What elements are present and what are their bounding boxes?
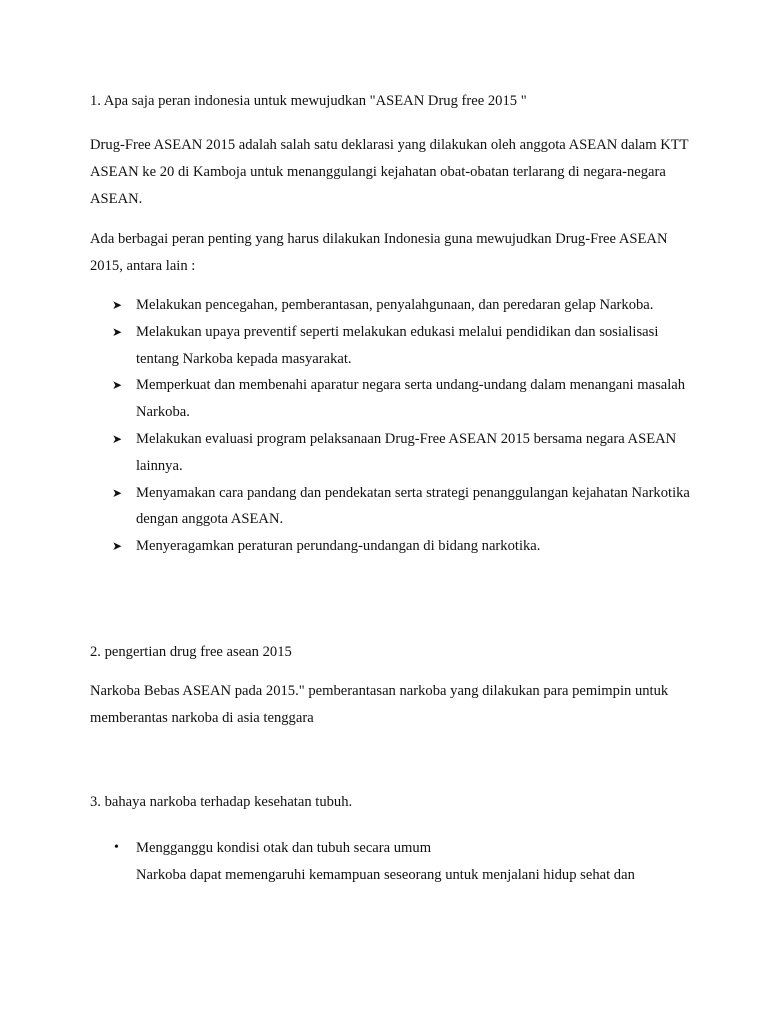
arrow-bullet-icon: ➤: [112, 485, 123, 500]
roles-list: [112, 292, 692, 560]
list-item: [112, 372, 692, 426]
paragraph-roles-intro: Ada berbagai peran penting yang harus dilakukan Indonesia guna mewujudkan Drug-Free ASEAN 2015, antara lain :: [90, 231, 668, 274]
arrow-bullet-icon: ➤: [112, 431, 123, 446]
list-item: [112, 480, 692, 534]
list-item-text: Melakukan pencegahan, pemberantasan, penyalahgunaan, dan peredaran gelap Narkoba.: [136, 297, 654, 313]
round-bullet-icon: •: [114, 840, 119, 855]
paragraph-definition: Drug-Free ASEAN 2015 adalah salah satu deklarasi yang dilakukan oleh anggota ASEAN dalam KTT ASEAN ke 20 di Kamboja untuk menanggulangi kejahatan obat-obatan terlarang di negara-negara ASEAN.: [90, 137, 689, 207]
list-item: [112, 292, 692, 319]
arrow-bullet-icon: ➤: [112, 324, 123, 339]
bullet-text: Narkoba dapat memengaruhi kemampuan seseorang untuk menjalani hidup sehat dan: [136, 866, 635, 883]
question-3: 3. bahaya narkoba terhadap kesehatan tubuh.: [90, 794, 353, 810]
list-item-text: Melakukan upaya preventif seperti melakukan edukasi melalui pendidikan dan sosialisasi tentang Narkoba kepada masyarakat.: [136, 323, 659, 367]
arrow-bullet-icon: ➤: [112, 378, 123, 393]
list-item-text: Memperkuat dan membenahi aparatur negara serta undang-undang dalam menangani masalah Narkoba.: [136, 377, 686, 421]
arrow-bullet-icon: ➤: [112, 298, 123, 312]
arrow-bullet-icon: ➤: [112, 539, 123, 554]
list-item-text: Melakukan evaluasi program pelaksanaan Drug-Free ASEAN 2015 bersama negara ASEAN lainnya.: [136, 430, 677, 474]
paragraph-drug-free-definition: Narkoba Bebas ASEAN pada 2015." pemberantasan narkoba yang dilakukan para pemimpin untuk memberantas narkoba di asia tenggara: [90, 683, 669, 726]
question-1: 1. Apa saja peran indonesia untuk mewujudkan "ASEAN Drug free 2015 ": [90, 93, 527, 109]
list-item-text: Menyeragamkan peraturan perundang-undangan di bidang narkotika.: [136, 538, 541, 555]
question-2: 2. pengertian drug free asean 2015: [90, 644, 292, 660]
bullet-title: Mengganggu kondisi otak dan tubuh secara umum: [136, 840, 432, 856]
list-item: [112, 533, 692, 560]
dangers-list: [112, 835, 692, 889]
list-item: [112, 835, 692, 889]
list-item: [112, 319, 692, 373]
list-item: [112, 426, 692, 480]
list-item-text: Menyamakan cara pandang dan pendekatan serta strategi penanggulangan kejahatan Narkotika dengan anggota ASEAN.: [136, 484, 690, 528]
